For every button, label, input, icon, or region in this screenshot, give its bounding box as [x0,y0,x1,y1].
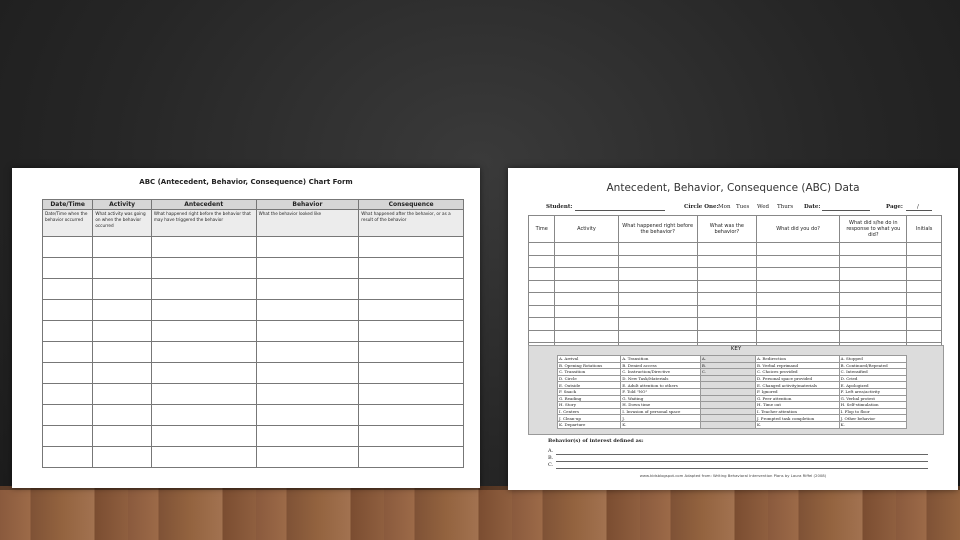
abc-chart-empty-cell[interactable] [151,321,256,342]
key-cell [700,375,755,382]
definition-underline [556,468,928,469]
abc-data-empty-cell[interactable] [840,268,907,281]
abc-data-empty-cell[interactable] [618,330,697,343]
abc-data-empty-cell[interactable] [529,268,555,281]
key-cell: C. Intensified [839,369,906,376]
key-table [557,355,907,429]
key-cell: A. Redirection [755,356,839,363]
key-row [558,369,907,376]
key-cell [700,402,755,409]
abc-data-blank-row [529,268,942,281]
key-cell: F. Told "NO" [621,388,701,395]
key-cell: F. Ignored [755,388,839,395]
day-thurs: Thurs [777,204,794,210]
abc-chart-empty-cell[interactable] [359,426,464,447]
abc-chart-empty-cell[interactable] [256,363,359,384]
key-cell: I. Invasion of personal space [621,408,701,415]
abc-chart-empty-cell[interactable] [93,279,152,300]
col-student-response: What did s/he do in response to what you did? [840,216,907,243]
desc-date-time: Date/Time when the behavior occurred [43,210,93,237]
abc-data-empty-cell[interactable] [529,330,555,343]
key-cell: A. Transition [621,356,701,363]
abc-chart-empty-cell[interactable] [256,426,359,447]
abc-chart-empty-cell[interactable] [93,405,152,426]
abc-chart-empty-cell[interactable] [93,321,152,342]
abc-chart-empty-cell[interactable] [93,426,152,447]
header-consequence: Consequence [359,200,464,210]
key-row [558,362,907,369]
abc-chart-empty-cell[interactable] [359,279,464,300]
abc-chart-empty-cell[interactable] [151,237,256,258]
key-cell: B. [700,362,755,369]
col-time: Time [529,216,555,243]
key-cell: H. Down time [621,402,701,409]
abc-chart-empty-cell[interactable] [43,279,93,300]
col-antecedent: What happened right before the behavior? [618,216,697,243]
abc-data-empty-cell[interactable] [907,255,942,268]
abc-chart-empty-cell[interactable] [256,258,359,279]
key-cell: B. Continued/Repeated [839,362,906,369]
abc-chart-empty-cell[interactable] [256,384,359,405]
abc-data-sheet [508,168,958,490]
key-cell [700,382,755,389]
abc-chart-empty-cell[interactable] [93,237,152,258]
abc-chart-empty-cell[interactable] [359,237,464,258]
abc-chart-empty-cell[interactable] [256,279,359,300]
abc-chart-empty-cell[interactable] [43,300,93,321]
key-cell: G. Reading [558,395,621,402]
abc-chart-empty-cell[interactable] [43,237,93,258]
abc-data-empty-cell[interactable] [529,293,555,306]
abc-chart-blank-row [43,363,464,384]
abc-data-empty-cell[interactable] [555,330,618,343]
abc-data-empty-cell[interactable] [555,293,618,306]
abc-chart-empty-cell[interactable] [93,363,152,384]
abc-data-blank-row [529,280,942,293]
abc-data-empty-cell[interactable] [697,293,756,306]
abc-data-empty-cell[interactable] [555,255,618,268]
wooden-floor [0,486,960,540]
abc-chart-empty-cell[interactable] [93,342,152,363]
abc-chart-empty-cell[interactable] [359,321,464,342]
abc-data-empty-cell[interactable] [907,280,942,293]
abc-data-blank-row [529,305,942,318]
date-label: Date: [804,204,821,210]
key-cell: J. Prompted task completion [755,415,839,422]
abc-chart-blank-row [43,279,464,300]
abc-data-empty-cell[interactable] [756,330,839,343]
abc-data-empty-cell[interactable] [840,255,907,268]
abc-data-empty-cell[interactable] [697,318,756,331]
key-section [528,345,944,435]
credits-footer: www.kidsblogspot.com Adapted from: Writing Behavioral Intervention Plans by Laura Riffel (2008) [639,473,827,478]
abc-data-empty-cell[interactable] [756,305,839,318]
abc-chart-empty-cell[interactable] [43,342,93,363]
key-cell: C. [700,369,755,376]
abc-data-empty-cell[interactable] [840,280,907,293]
key-label: KEY [730,346,742,352]
key-cell: K. Departure [558,421,621,428]
abc-data-empty-cell[interactable] [840,330,907,343]
key-row [558,415,907,422]
abc-chart-blank-row [43,384,464,405]
abc-chart-empty-cell[interactable] [359,363,464,384]
abc-data-empty-cell[interactable] [618,318,697,331]
desc-behavior: What the behavior looked like [256,210,359,237]
abc-data-empty-cell[interactable] [697,268,756,281]
abc-chart-empty-cell[interactable] [43,258,93,279]
abc-data-empty-cell[interactable] [555,318,618,331]
desc-antecedent: What happened right before the behavior that may have triggered the behavior [151,210,256,237]
page-label: Page: [886,204,903,210]
abc-data-empty-cell[interactable] [697,330,756,343]
key-cell: A. Arrival [558,356,621,363]
abc-data-empty-cell[interactable] [529,305,555,318]
abc-chart-empty-cell[interactable] [359,384,464,405]
abc-data-blank-row [529,243,942,256]
student-line [575,210,665,211]
abc-chart-form-sheet [12,168,480,488]
abc-data-empty-cell[interactable] [529,243,555,256]
abc-data-empty-cell[interactable] [697,280,756,293]
col-behavior: What was the behavior? [697,216,756,243]
key-cell: E. Outside [558,382,621,389]
desc-activity: What activity was going on when the behavior occurred [93,210,152,237]
key-cell: A. Stopped [839,356,906,363]
abc-chart-empty-cell[interactable] [93,447,152,468]
abc-data-blank-row [529,330,942,343]
key-row [558,375,907,382]
key-cell: E. Adult attention to others [621,382,701,389]
abc-chart-empty-cell[interactable] [43,426,93,447]
abc-data-empty-cell[interactable] [529,280,555,293]
definitions-title: Behavior(s) of interest defined as: [548,438,644,444]
key-cell: D. New Task/Materials [621,375,701,382]
abc-data-empty-cell[interactable] [618,255,697,268]
abc-data-empty-cell[interactable] [529,255,555,268]
abc-chart-blank-row [43,342,464,363]
abc-chart-empty-cell[interactable] [359,342,464,363]
key-cell [700,415,755,422]
abc-data-empty-cell[interactable] [697,255,756,268]
key-cell: D. Personal space provided [755,375,839,382]
abc-chart-empty-cell[interactable] [93,300,152,321]
key-cell [700,421,755,428]
abc-data-empty-cell[interactable] [907,305,942,318]
abc-chart-empty-cell[interactable] [256,321,359,342]
abc-data-empty-cell[interactable] [907,268,942,281]
definition-label-b: B. [548,455,554,461]
key-cell: F. Left area/activity [839,388,906,395]
abc-data-title: Antecedent, Behavior, Consequence (ABC) Data [606,182,860,194]
key-cell: E. Changed activity/materials [755,382,839,389]
abc-chart-empty-cell[interactable] [43,405,93,426]
abc-data-empty-cell[interactable] [555,305,618,318]
abc-data-empty-cell[interactable] [618,305,697,318]
key-row [558,421,907,428]
key-row [558,395,907,402]
key-cell: C. Instruction/Directive [621,369,701,376]
date-line [822,210,870,211]
abc-chart-empty-cell[interactable] [359,258,464,279]
abc-data-blank-row [529,255,942,268]
abc-chart-empty-cell[interactable] [256,237,359,258]
definition-label-c: C. [548,462,554,468]
abc-data-empty-cell[interactable] [756,280,839,293]
abc-data-empty-cell[interactable] [618,243,697,256]
abc-chart-empty-cell[interactable] [151,426,256,447]
abc-chart-blank-row [43,447,464,468]
key-cell [700,395,755,402]
abc-data-empty-cell[interactable] [555,280,618,293]
abc-data-empty-cell[interactable] [756,255,839,268]
definition-line-b [548,455,928,462]
day-wed: Wed [757,204,769,210]
key-cell: B. Denied access [621,362,701,369]
abc-chart-blank-row [43,258,464,279]
key-cell: F. Snack [558,388,621,395]
abc-chart-form-title: ABC (Antecedent, Behavior, Consequence) Chart Form [139,178,353,186]
abc-chart-empty-cell[interactable] [151,342,256,363]
key-row [558,408,907,415]
key-row [558,402,907,409]
abc-data-empty-cell[interactable] [756,318,839,331]
abc-chart-empty-cell[interactable] [359,447,464,468]
abc-chart-empty-cell[interactable] [151,258,256,279]
abc-data-empty-cell[interactable] [840,318,907,331]
abc-data-empty-cell[interactable] [697,243,756,256]
key-cell: C. Transition [558,369,621,376]
key-cell: H. Self-stimulation [839,402,906,409]
abc-data-empty-cell[interactable] [756,293,839,306]
abc-chart-header-row [43,200,464,210]
header-behavior: Behavior [256,200,359,210]
definition-line-a [548,448,928,455]
header-antecedent: Antecedent [151,200,256,210]
key-cell: G. Waiting [621,395,701,402]
key-row [558,382,907,389]
key-cell: I. Centers [558,408,621,415]
abc-chart-empty-cell[interactable] [43,321,93,342]
col-initials: Initials [907,216,942,243]
abc-data-empty-cell[interactable] [840,243,907,256]
abc-data-empty-cell[interactable] [756,268,839,281]
key-cell: D. Cried [839,375,906,382]
abc-data-empty-cell[interactable] [840,293,907,306]
key-cell [700,388,755,395]
abc-chart-empty-cell[interactable] [359,300,464,321]
abc-chart-description-row [43,210,464,237]
student-label: Student: [546,204,573,210]
abc-chart-empty-cell[interactable] [151,405,256,426]
abc-chart-empty-cell[interactable] [93,384,152,405]
key-row [558,356,907,363]
abc-chart-blank-row [43,405,464,426]
definition-label-a: A. [548,448,554,454]
key-row [558,388,907,395]
col-response: What did you do? [756,216,839,243]
key-cell: J. Other behavior [839,415,906,422]
abc-chart-blank-row [43,321,464,342]
abc-chart-empty-cell[interactable] [43,447,93,468]
key-cell: K. [839,421,906,428]
day-tues: Tues [736,204,750,210]
header-activity: Activity [93,200,152,210]
abc-data-empty-cell[interactable] [840,305,907,318]
circle-one-label: Circle One: [684,204,719,210]
header-date-time: Date/Time [43,200,93,210]
abc-chart-empty-cell[interactable] [151,300,256,321]
abc-chart-empty-cell[interactable] [256,447,359,468]
abc-chart-blank-row [43,300,464,321]
key-cell: C. Choices provided [755,369,839,376]
key-cell: J. [621,415,701,422]
abc-data-empty-cell[interactable] [907,330,942,343]
abc-data-empty-cell[interactable] [907,243,942,256]
key-cell [700,408,755,415]
key-cell: G. Peer attention [755,395,839,402]
key-cell: I. Teacher attention [755,408,839,415]
key-cell: H. Time out [755,402,839,409]
abc-chart-empty-cell[interactable] [151,363,256,384]
abc-data-header-row [529,216,942,243]
behavior-definitions [548,438,928,469]
page-line [906,210,932,211]
abc-chart-table [42,199,464,468]
abc-chart-empty-cell[interactable] [151,384,256,405]
abc-data-empty-cell[interactable] [618,293,697,306]
abc-data-blank-row [529,318,942,331]
key-cell: G. Verbal protest [839,395,906,402]
abc-data-empty-cell[interactable] [697,305,756,318]
abc-chart-blank-row [43,426,464,447]
key-cell: E. Apologized [839,382,906,389]
definition-line-c [548,462,928,469]
abc-data-empty-cell[interactable] [618,268,697,281]
key-cell: B. Verbal reprimand [755,362,839,369]
abc-data-empty-cell[interactable] [907,293,942,306]
key-cell: K. [621,421,701,428]
abc-chart-empty-cell[interactable] [93,258,152,279]
abc-data-empty-cell[interactable] [555,243,618,256]
abc-chart-empty-cell[interactable] [256,342,359,363]
abc-chart-empty-cell[interactable] [151,279,256,300]
abc-chart-empty-cell[interactable] [256,405,359,426]
abc-chart-empty-cell[interactable] [43,384,93,405]
day-mon: Mon [718,204,731,210]
key-cell: D. Circle [558,375,621,382]
abc-chart-empty-cell[interactable] [43,363,93,384]
abc-data-empty-cell[interactable] [529,318,555,331]
abc-data-empty-cell[interactable] [756,243,839,256]
abc-chart-blank-row [43,237,464,258]
page-separator: / [917,204,919,210]
key-cell: A. [700,356,755,363]
abc-data-empty-cell[interactable] [907,318,942,331]
key-cell: H. Story [558,402,621,409]
abc-chart-empty-cell[interactable] [151,447,256,468]
desc-consequence: What happened after the behavior, or as a result of the behavior [359,210,464,237]
key-cell: I. Flop to floor [839,408,906,415]
abc-data-empty-cell[interactable] [618,280,697,293]
abc-data-blank-row [529,293,942,306]
abc-data-empty-cell[interactable] [555,268,618,281]
abc-chart-empty-cell[interactable] [359,405,464,426]
key-cell: K. [755,421,839,428]
key-cell: B. Opening Rotations [558,362,621,369]
col-activity: Activity [555,216,618,243]
key-cell: J. Clean-up [558,415,621,422]
abc-chart-empty-cell[interactable] [256,300,359,321]
